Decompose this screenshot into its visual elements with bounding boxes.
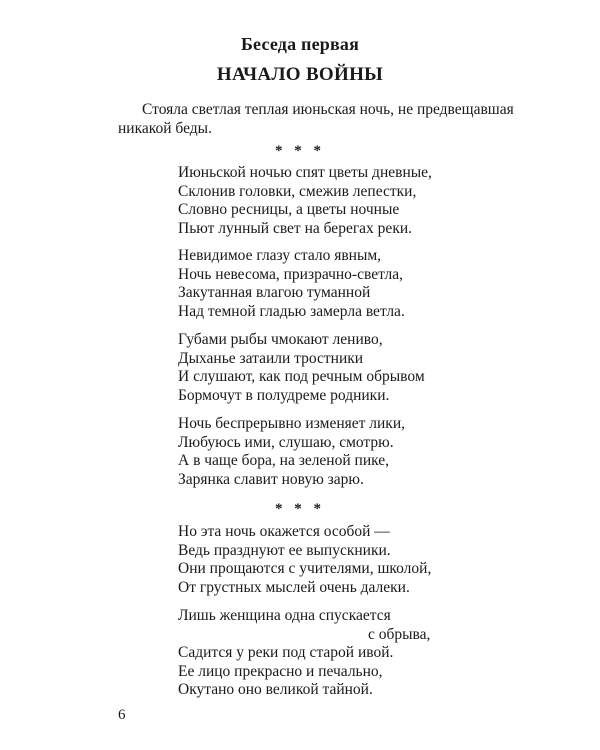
poem-line: И слушают, как под речным обрывом	[178, 368, 425, 385]
poem-line: От грустных мыслей очень далеки.	[178, 578, 410, 596]
poem-line: Словно ресницы, а цветы ночные	[178, 201, 400, 218]
poem-stanza	[178, 331, 425, 405]
intro-line: Стояла светлая теплая июньская ночь, не предвещавшая	[142, 101, 514, 118]
poem-line: Они прощаются с учителями, школой,	[178, 560, 432, 577]
poem-stanza	[178, 523, 431, 597]
intro-line: никакой беды.	[118, 120, 212, 137]
poem-line: Любуюсь ими, слушаю, смотрю.	[178, 433, 394, 451]
chapter-subtitle: Беседа первая	[240, 34, 360, 54]
section-separator: * * *	[275, 143, 325, 159]
poem-line: Июньской ночью спят цветы дневные,	[178, 164, 432, 181]
chapter-title: НАЧАЛО ВОЙНЫ	[216, 64, 384, 85]
intro-paragraph	[118, 100, 558, 138]
poem-stanza	[178, 415, 405, 489]
poem-line: Но эта ночь окажется особой —	[178, 523, 390, 540]
poem-line: Бормочут в полудреме родники.	[178, 386, 390, 404]
poem-line: Зарянка славит новую зарю.	[178, 470, 364, 488]
poem-line: Над темной гладью замерла ветла.	[178, 302, 405, 320]
poem-line: Садится у реки под старой ивой.	[178, 644, 394, 661]
poem-stanza	[178, 247, 405, 321]
poem-stanza	[178, 164, 432, 238]
poem-line: А в чаще бора, на зеленой пике,	[178, 452, 390, 469]
poem-line: Ее лицо прекрасно и печально,	[178, 662, 383, 680]
section-separator: * * *	[275, 501, 325, 517]
poem-line: Ночь невесома, призрачно-светла,	[178, 265, 403, 283]
poem-line: Склонив головки, смежив лепестки,	[178, 182, 417, 200]
page-number: 6	[118, 707, 126, 723]
poem-line: Лишь женщина одна спускается	[178, 607, 391, 624]
poem-stanza	[178, 607, 430, 700]
poem-line: Дыханье затаили тростники	[178, 349, 364, 367]
poem-line: Ночь беспрерывно изменяет лики,	[178, 415, 406, 432]
poem-line: Невидимое глазу стало явным,	[178, 247, 382, 264]
poem-line: Окутано оно великой тайной.	[178, 681, 373, 698]
poem-line: Пьют лунный свет на берегах реки.	[178, 219, 413, 237]
poem-line: Губами рыбы чмокают лениво,	[178, 331, 383, 348]
poem-line-continuation: с обрыва,	[368, 625, 431, 643]
poem-line: Закутанная влагою туманной	[178, 284, 371, 301]
poem-line: Ведь празднуют ее выпускники.	[178, 541, 391, 559]
